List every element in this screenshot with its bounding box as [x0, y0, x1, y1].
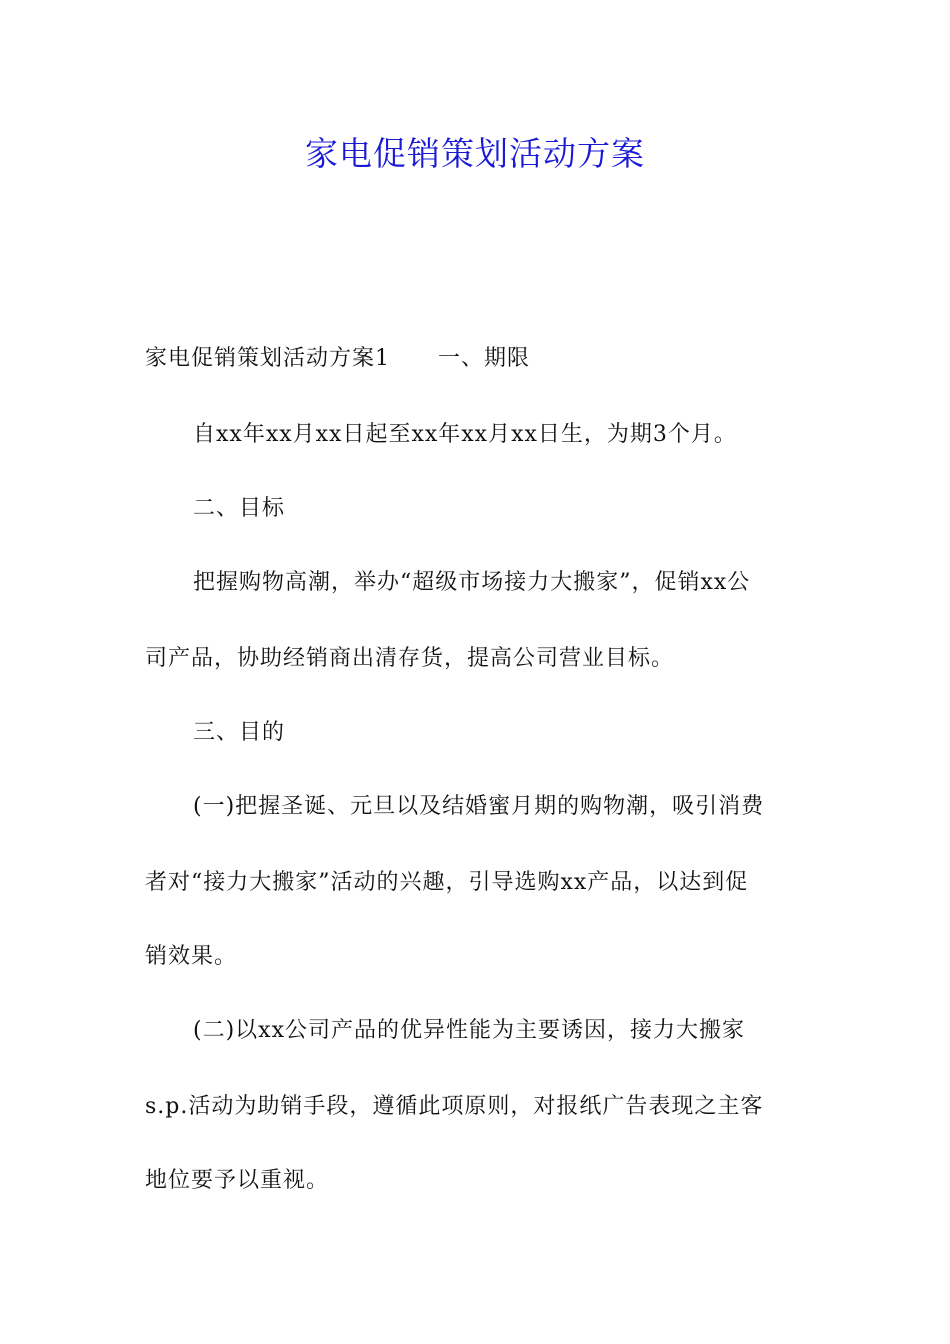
section-heading-3: 三、目的 [193, 720, 286, 745]
paragraph-period: 自xx年xx月xx日起至xx年xx月xx日生，为期3个月。 [193, 422, 737, 447]
section-heading-1: 一、期限 [438, 346, 531, 371]
document-title: 家电促销策划活动方案 [305, 134, 645, 173]
paragraph-purpose-1-line-3: 销效果。 [145, 944, 238, 969]
paragraph-purpose-1-line-2: 者对“接力大搬家”活动的兴趣，引导选购xx产品，以达到促 [145, 870, 749, 895]
document-name: 家电促销策划活动方案1 [145, 346, 390, 371]
paragraph-purpose-1-line-1: (一)把握圣诞、元旦以及结婚蜜月期的购物潮，吸引消费 [193, 794, 765, 819]
heading-line [145, 344, 810, 374]
section-heading-2: 二、目标 [193, 496, 286, 521]
paragraph-goal-line-1: 把握购物高潮，举办“超级市场接力大搬家”，促销xx公 [193, 570, 751, 595]
paragraph-purpose-2-line-2: s.p.活动为助销手段，遵循此项原则，对报纸广告表现之主客 [145, 1094, 764, 1119]
paragraph-goal-line-2: 司产品，协助经销商出清存货，提高公司营业目标。 [145, 646, 675, 671]
paragraph-purpose-2-line-1: (二)以xx公司产品的优异性能为主要诱因，接力大搬家 [193, 1018, 745, 1043]
paragraph-purpose-2-line-3: 地位要予以重视。 [145, 1168, 330, 1193]
